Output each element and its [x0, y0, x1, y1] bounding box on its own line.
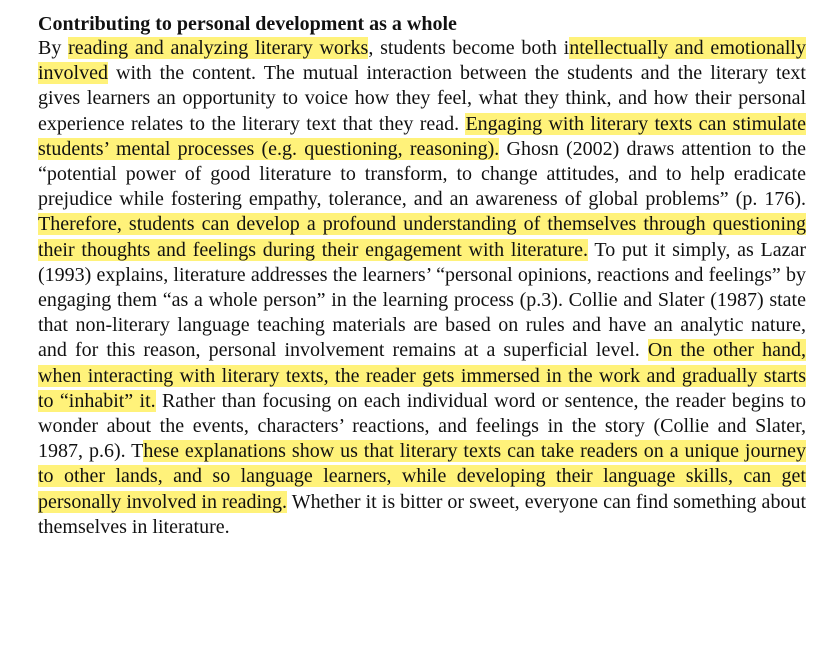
- text-segment: Rather than focusing on each individual word or sentence, the reader begins to wonder about the events, characters’ reactions, and feelings in the story (Collie and Slater, 1987, p.6). T: [38, 389, 806, 463]
- text-segment: Whether it is bitter or sweet, everyone can find something about themselves in literature.: [38, 490, 806, 538]
- highlighted-text-segment: Engaging with literary texts can stimulate students’ mental processes (e.g. questioning, reasoning).: [38, 112, 806, 160]
- section-heading: Contributing to personal development as a whole: [38, 13, 457, 35]
- highlighted-text-segment: motionally involved: [38, 37, 806, 85]
- highlighted-text-segment: Therefore, students can develop a profound understanding of themselves through questioning their thoughts and feelings during their engagement with literature.: [38, 213, 806, 261]
- text-segment: By: [38, 37, 69, 59]
- text-segment: , students become both i: [368, 37, 570, 59]
- document-page: [38, 12, 806, 540]
- text-segment: with the content. The mutual interaction between the students and the literary text gives learners an opportunity to voice how they feel, what they think, and how their personal experience relates to the literary text that they read.: [38, 62, 806, 135]
- text-segment: Ghosn (2002) draws attention to the “potential power of good literature to transform, to change attitudes, and to help eradicate prejudice while fostering empathy, tolerance, and an awareness of global problems” (p. 176).: [38, 137, 807, 211]
- text-segment: To put it simply, as Lazar (1993) explains, literature addresses the learners’ “personal opinions, reactions and feelings” by engaging them “as a whole person” in the learning process (p.3). Collie and Slater (1987) state that non-literary language teaching materials are based on rules and have an analytic nature, and for this reason, personal involvement remains at a superficial level.: [38, 238, 807, 362]
- highlighted-text-segment: hese explanations show us that literary texts can take readers on a unique journey to other lands, and so language learners, while developing their language skills, can get personally involved in reading.: [38, 440, 807, 513]
- body-paragraph: [38, 36, 806, 540]
- highlighted-text-segment: ntellectually and e: [569, 37, 720, 59]
- highlighted-text-segment: reading and analyzing literary works: [68, 37, 369, 59]
- highlighted-text-segment: On the other hand, when interacting with literary texts, the reader gets immersed in the work and gradually starts to “inhabit” it.: [38, 339, 806, 412]
